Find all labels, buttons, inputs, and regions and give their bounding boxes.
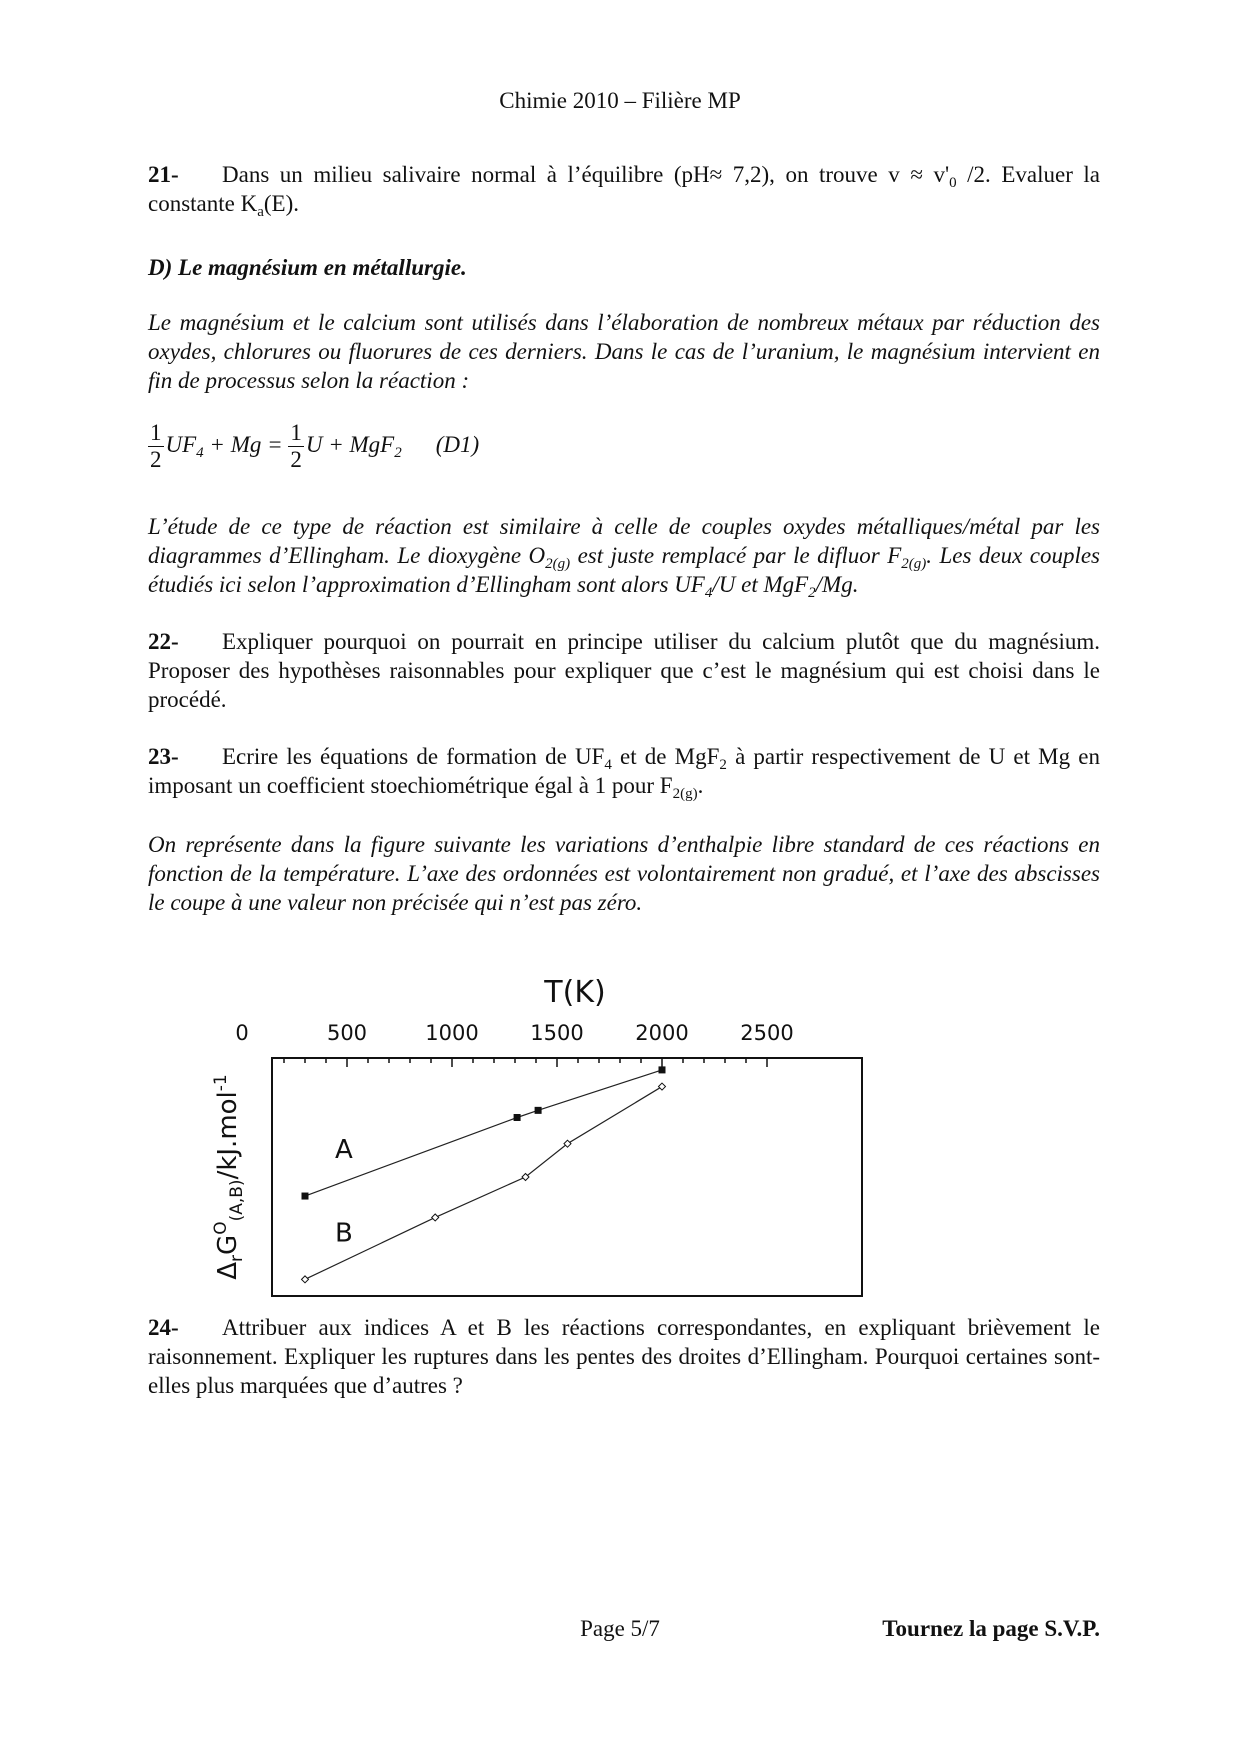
reaction-equation: $\frac{1}{2}$ $UF_4 + Mg$ = $\frac{1}{2}$ U + MgF$_2$ (D1)	[150, 420, 480, 472]
data-series	[302, 1066, 666, 1282]
question-24: 24- Attribuer aux indices A et B les réactions correspondantes, en expliquant brièvement le raisonnement. Expliquer les ruptures dans les pentes des droites d’Ellingham. Pourquoi certaines sont-elles plus marquées que d’autres ?	[148, 1315, 1100, 1398]
question-21: 21- Dans un milieu salivaire normal à l’équilibre (pH≈ 7,2), on trouve $v \approx v'_0$ /2. Evaluer la constante $K_a(E)$.	[148, 162, 1100, 220]
question-23: 23- Ecrire les équations de formation de $UF_4$ et de MgF$_2$ à partir respectivement de U et Mg en imposant un coefficient stoechiométrique égal à 1 pour $F_{2(g)}$.	[148, 744, 1100, 802]
series-line-a	[305, 1070, 662, 1196]
page-number: Page 5/7	[580, 1616, 660, 1641]
section-title: D) Le magnésium en métallurgie.	[148, 255, 467, 280]
x-tick-label: 0	[235, 1021, 249, 1045]
series-label-b: B	[335, 1218, 353, 1249]
x-tick-label: 2500	[740, 1021, 794, 1045]
ellingham-chart	[200, 960, 900, 1340]
fraction: $\frac{1}{2}$	[290, 420, 302, 472]
question-number: 23-	[148, 744, 179, 769]
y-axis-label: $\Delta_rG^O_{(A,B)}/kJ.mol^{-1}$	[211, 1074, 247, 1280]
figure-intro-paragraph: On représente dans la figure suivante les variations d’enthalpie libre standard de ces réactions en fonction de la température. L’axe des ordonnées est volontairement non gradué, et l’axe des abscisses le coupe à une valeur non précisée qui n’est pas zéro.	[148, 832, 1100, 915]
ellingham-figure	[200, 960, 900, 1345]
ellingham-paragraph: L’étude de ce type de réaction est similaire à celle de couples oxydes métalliques/métal par les diagrammes d’Ellingham. Le dioxygène $O_{2(g)}$ est juste remplacé par le difluor $F_{2(g)}$. Les deux couples étudiés ici selon l’approximation d’Ellingham sont alors $UF_4/U$ et MgF$_2$/Mg.	[148, 514, 1100, 601]
series-line-b	[305, 1087, 662, 1280]
data-point-b	[432, 1214, 439, 1221]
x-tick-labels	[235, 1021, 793, 1045]
intro-paragraph: Le magnésium et le calcium sont utilisés dans l’élaboration de nombreux métaux par réduction des oxydes, chlorures ou fluorures de ces derniers. Dans le cas de l’uranium, le magnésium intervient en fin de processus selon la réaction :	[148, 310, 1100, 393]
question-number: 24-	[148, 1315, 179, 1340]
series-label-a: A	[335, 1135, 353, 1166]
question-number: 22-	[148, 629, 179, 654]
x-tick-label: 2000	[635, 1021, 689, 1045]
page-header: Chimie 2010 – Filière MP	[499, 88, 741, 113]
data-point-b	[302, 1276, 309, 1283]
x-tick-label: 1000	[425, 1021, 479, 1045]
fraction: $\frac{1}{2}$	[150, 420, 162, 472]
turn-page-note: Tournez la page S.V.P.	[882, 1616, 1100, 1641]
question-number: 21-	[148, 162, 179, 187]
data-point-a	[514, 1114, 521, 1121]
data-point-a	[302, 1193, 309, 1200]
plot-frame	[272, 1058, 862, 1296]
data-point-a	[659, 1066, 666, 1073]
x-tick-label: 1500	[530, 1021, 584, 1045]
data-point-b	[659, 1083, 666, 1090]
chart-title: T(K)	[544, 975, 606, 1010]
equation-label: (D1)	[435, 431, 480, 457]
x-ticks	[284, 1058, 767, 1067]
x-tick-label: 500	[326, 1021, 368, 1045]
question-22: 22- Expliquer pourquoi on pourrait en principe utiliser du calcium plutôt que du magnésium. Proposer des hypothèses raisonnables pour expliquer que c’est le magnésium qui est choisi dans le procédé.	[148, 629, 1100, 712]
data-point-a	[535, 1107, 542, 1114]
